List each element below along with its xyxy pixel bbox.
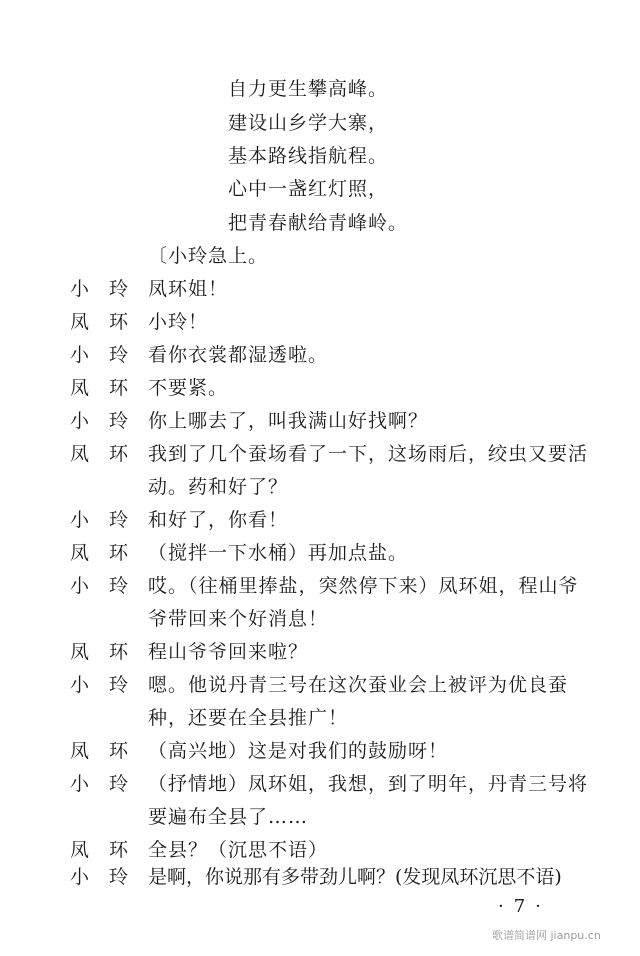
- speaker-label: 小玲: [70, 509, 149, 531]
- stage-direction: 〔小玲急上。: [148, 245, 269, 267]
- speaker-label: 凤环: [70, 839, 149, 861]
- watermark: 歌谱简谱网 jianpu.cn: [492, 929, 601, 942]
- dialogue-line: （抒情地）凤环姐，我想，到了明年，丹青三号将: [148, 773, 589, 795]
- page-number: ·7·: [498, 896, 551, 917]
- speaker-label: 小玲: [70, 278, 149, 300]
- dialogue-line: 我到了几个蚕场看了一下，这场雨后，绞虫又要活: [148, 443, 589, 465]
- speaker-label: 小玲: [70, 866, 149, 888]
- dialogue-line: 看你衣裳都湿透啦。: [148, 344, 329, 366]
- speaker-label: 凤环: [70, 443, 149, 465]
- dialogue-line: 种，还要在全县推广！: [148, 707, 349, 729]
- speaker-label: 小玲: [70, 575, 149, 597]
- dialogue-line: 你上哪去了，叫我满山好找啊？: [148, 410, 429, 432]
- dialogue-line: 不要紧。: [148, 377, 229, 399]
- dialogue-line: 全县？（沉思不语）: [148, 839, 329, 861]
- dialogue-line: 要遍布全县了……: [148, 806, 309, 828]
- verse-line: 建设山乡学大寨，: [228, 112, 389, 134]
- dialogue-line: （搅拌一下水桶）再加点盐。: [148, 542, 409, 564]
- dialogue-line: 凤环姐！: [148, 278, 229, 300]
- speaker-label: 小玲: [70, 344, 149, 366]
- speaker-label: 凤环: [70, 542, 149, 564]
- dialogue-line: 是啊，你说那有多带劲儿啊？(发现凤环沉思不语): [148, 866, 562, 888]
- verse-line: 基本路线指航程。: [228, 145, 389, 167]
- verse-line: 心中一盏红灯照，: [228, 178, 389, 200]
- speaker-label: 凤环: [70, 641, 149, 663]
- speaker-label: 小玲: [70, 773, 149, 795]
- speaker-label: 小玲: [70, 674, 149, 696]
- dialogue-line: 程山爷爷回来啦？: [148, 641, 309, 663]
- speaker-label: 凤环: [70, 740, 149, 762]
- dialogue-line: 小玲！: [148, 311, 209, 333]
- speaker-label: 凤环: [70, 377, 149, 399]
- verse-line: 自力更生攀高峰。: [228, 78, 389, 100]
- speaker-label: 小玲: [70, 410, 149, 432]
- dialogue-line: 和好了，你看！: [148, 509, 289, 531]
- dialogue-line: 哎。（往桶里捧盐，突然停下来）凤环姐，程山爷: [148, 575, 579, 597]
- speaker-label: 凤环: [70, 311, 149, 333]
- dialogue-line: 爷带回来个好消息！: [148, 608, 329, 630]
- verse-line: 把青春献给青峰岭。: [228, 212, 409, 234]
- dialogue-line: 嗯。他说丹青三号在这次蚕业会上被评为优良蚕: [148, 674, 569, 696]
- dialogue-line: 动。药和好了？: [148, 476, 289, 498]
- dialogue-line: （高兴地）这是对我们的鼓励呀！: [148, 740, 449, 762]
